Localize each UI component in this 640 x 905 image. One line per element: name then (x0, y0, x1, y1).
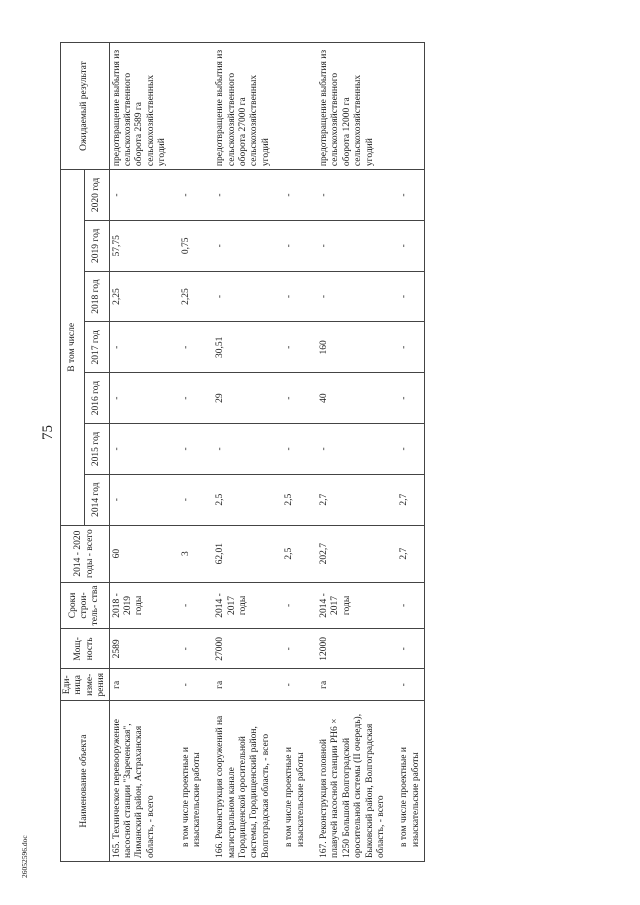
year-value-cell: - (389, 373, 424, 424)
year-value-cell: 2,5 (274, 474, 309, 525)
year-value-cell: - (274, 373, 309, 424)
year-value-cell: - (389, 322, 424, 373)
terms-cell: - (389, 582, 424, 629)
object-name-cell: 167. Реконструкция головной плавучей насосной станции РН6 × 1250 Большой Волгоградской оросительной системы (II очередь), Быковский район, Волгоградская область, - всего (309, 701, 389, 862)
year-value-cell: - (109, 474, 170, 525)
header-capacity: Мощ- ность (61, 629, 110, 669)
object-name-cell: 166. Реконструкция сооружений на магистральном канале Городищенской оросительной системы, Городищенский район, Волгоградская область, - всего (205, 701, 274, 862)
expected-result-cell (389, 43, 424, 170)
terms-cell: - (171, 582, 206, 629)
terms-cell: 2018 - 2019 годы (109, 582, 170, 629)
year-value-cell: - (171, 170, 206, 221)
header-year: 2014 год (85, 474, 109, 525)
year-value-cell: 2,25 (109, 271, 170, 322)
terms-cell: - (274, 582, 309, 629)
rotated-table-container (60, 42, 580, 862)
header-expected-result: Ожидаемый результат (61, 43, 110, 170)
year-value-cell: 40 (309, 373, 389, 424)
year-value-cell: - (171, 424, 206, 475)
terms-cell: 2014 - 2017 годы (309, 582, 389, 629)
header-year: 2017 год (85, 322, 109, 373)
document-footer-id: 26052596.doc (20, 835, 29, 878)
year-value-cell: - (274, 170, 309, 221)
year-value-cell: 57,75 (109, 220, 170, 271)
year-value-cell: - (274, 424, 309, 475)
year-value-cell: - (309, 271, 389, 322)
unit-cell: га (309, 669, 389, 701)
total-cell: 2,5 (274, 525, 309, 582)
year-value-cell: - (274, 322, 309, 373)
total-cell: 62,01 (205, 525, 274, 582)
year-value-cell: - (389, 220, 424, 271)
total-cell: 2,7 (389, 525, 424, 582)
table-row (171, 43, 206, 862)
table-row (205, 43, 274, 862)
expected-result-cell (171, 43, 206, 170)
terms-cell: 2014 - 2017 годы (205, 582, 274, 629)
table-row (274, 43, 309, 862)
header-year: 2020 год (85, 170, 109, 221)
year-value-cell: - (205, 220, 274, 271)
unit-cell: га (109, 669, 170, 701)
capacity-cell: 12000 (309, 629, 389, 669)
header-including: В том числе (61, 170, 85, 526)
year-value-cell: 30,51 (205, 322, 274, 373)
year-value-cell: - (274, 271, 309, 322)
year-value-cell: - (309, 424, 389, 475)
total-cell: 60 (109, 525, 170, 582)
year-value-cell: 0,75 (171, 220, 206, 271)
header-year: 2019 год (85, 220, 109, 271)
header-construction-terms: Сроки строи- тель- ства (61, 582, 110, 629)
expected-result-cell: предотвращение выбытия из сельскохозяйственного оборота 27000 га сельскохозяйственных угодий (205, 43, 274, 170)
header-unit: Еди- ница изме- рения (61, 669, 110, 701)
expected-result-cell: предотвращение выбытия из сельскохозяйственного оборота 12000 га сельскохозяйственных угодий (309, 43, 389, 170)
year-value-cell: - (309, 220, 389, 271)
capacity-cell: 27000 (205, 629, 274, 669)
unit-cell: - (389, 669, 424, 701)
year-value-cell: - (171, 474, 206, 525)
year-value-cell: - (171, 373, 206, 424)
header-year: 2015 год (85, 424, 109, 475)
year-value-cell: 2,7 (389, 474, 424, 525)
total-cell: 3 (171, 525, 206, 582)
year-value-cell: 2,5 (205, 474, 274, 525)
year-value-cell: - (205, 170, 274, 221)
table-row (109, 43, 170, 862)
year-value-cell: 2,25 (171, 271, 206, 322)
unit-cell: га (205, 669, 274, 701)
year-value-cell: - (109, 170, 170, 221)
year-value-cell: - (309, 170, 389, 221)
object-name-cell: 165. Техническое перевооружение насосной станции "Зареченская", Лиманский район, Астраханская область, - всего (109, 701, 170, 862)
object-name-cell: в том числе проектные и изыскательские работы (389, 701, 424, 862)
header-object-name: Наименование объекта (61, 701, 110, 862)
year-value-cell: - (389, 170, 424, 221)
year-value-cell: - (274, 220, 309, 271)
total-cell: 202,7 (309, 525, 389, 582)
table-body (109, 43, 425, 862)
year-value-cell: - (109, 322, 170, 373)
year-value-cell: - (171, 322, 206, 373)
unit-cell: - (274, 669, 309, 701)
year-value-cell: - (389, 271, 424, 322)
unit-cell: - (171, 669, 206, 701)
year-value-cell: 2,7 (309, 474, 389, 525)
year-value-cell: - (389, 424, 424, 475)
header-year: 2016 год (85, 373, 109, 424)
table-row (309, 43, 389, 862)
capacity-cell: - (389, 629, 424, 669)
page-number: 75 (40, 425, 56, 440)
investment-objects-table (60, 42, 425, 862)
capacity-cell: - (274, 629, 309, 669)
header-year: 2018 год (85, 271, 109, 322)
year-value-cell: 29 (205, 373, 274, 424)
expected-result-cell (274, 43, 309, 170)
year-value-cell: - (109, 424, 170, 475)
capacity-cell: 2589 (109, 629, 170, 669)
year-value-cell: - (205, 271, 274, 322)
object-name-cell: в том числе проектные и изыскательские работы (171, 701, 206, 862)
object-name-cell: в том числе проектные и изыскательские работы (274, 701, 309, 862)
year-value-cell: 160 (309, 322, 389, 373)
table-row (389, 43, 424, 862)
year-value-cell: - (205, 424, 274, 475)
header-total: 2014 - 2020 годы - всего (61, 525, 110, 582)
year-value-cell: - (109, 373, 170, 424)
capacity-cell: - (171, 629, 206, 669)
expected-result-cell: предотвращение выбытия из сельскохозяйственного оборота 2589 га сельскохозяйственных угодий (109, 43, 170, 170)
